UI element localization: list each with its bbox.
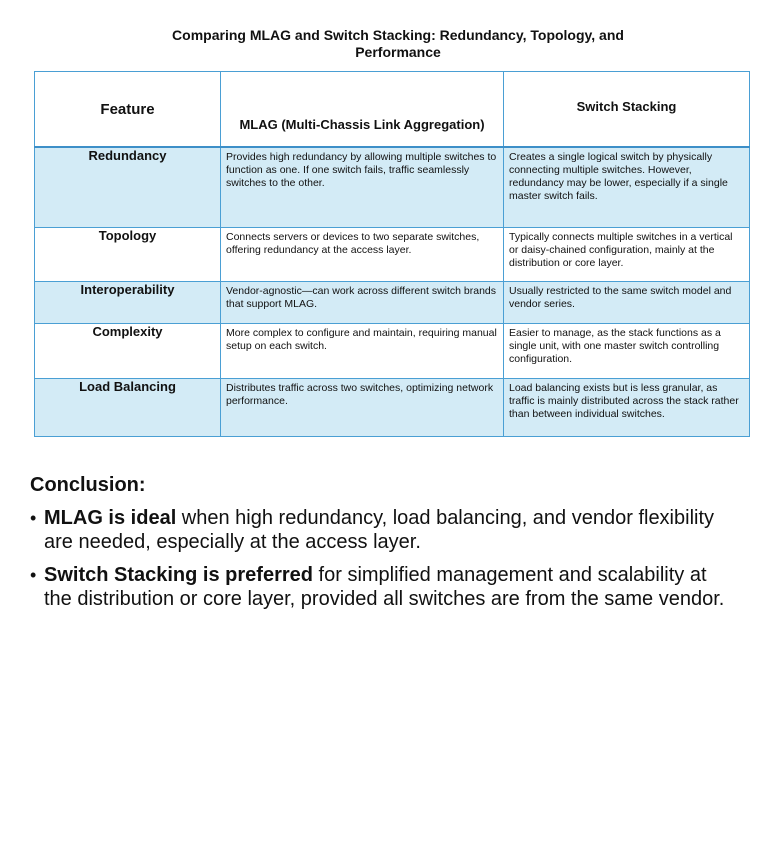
mlag-cell: Vendor-agnostic—can work across different switch brands that support MLAG. bbox=[221, 282, 504, 324]
feature-cell: Topology bbox=[35, 228, 221, 282]
page-title: Comparing MLAG and Switch Stacking: Redundancy, Topology, and Performance bbox=[172, 27, 624, 60]
bullet-bold-text: Switch Stacking is preferred bbox=[44, 564, 313, 586]
header-mlag: MLAG (Multi-Chassis Link Aggregation) bbox=[221, 72, 504, 148]
table-row bbox=[35, 282, 750, 324]
stacking-cell: Easier to manage, as the stack functions as a single unit, with one master switch controlling configuration. bbox=[504, 324, 750, 379]
mlag-cell: Distributes traffic across two switches, optimizing network performance. bbox=[221, 379, 504, 437]
table-row bbox=[35, 379, 750, 437]
stacking-cell: Creates a single logical switch by physically connecting multiple switches. However, redundancy may be lower, especially if a single master switch fails. bbox=[504, 147, 750, 228]
stacking-cell: Load balancing exists but is less granular, as traffic is mainly distributed across the stack rather than between individual switches. bbox=[504, 379, 750, 437]
list-item bbox=[30, 506, 730, 554]
feature-cell: Complexity bbox=[35, 324, 221, 379]
header-feature: Feature bbox=[35, 72, 221, 148]
bullet-text: when high redundancy, load balancing, and vendor flexibility are needed, especially at the access layer. bbox=[44, 507, 715, 553]
table-row bbox=[35, 324, 750, 379]
table-header-row bbox=[35, 72, 750, 148]
conclusion-heading: Conclusion: bbox=[30, 474, 146, 496]
mlag-cell: Connects servers or devices to two separate switches, offering redundancy at the access layer. bbox=[221, 228, 504, 282]
mlag-cell: Provides high redundancy by allowing multiple switches to function as one. If one switch fails, traffic seamlessly switches to the other. bbox=[221, 147, 504, 228]
bullet-text: for simplified management and scalability at the distribution or core layer, provided all switches are from the same vendor. bbox=[44, 564, 725, 610]
mlag-cell: More complex to configure and maintain, requiring manual setup on each switch. bbox=[221, 324, 504, 379]
feature-cell: Redundancy bbox=[35, 147, 221, 228]
header-stacking: Switch Stacking bbox=[504, 72, 750, 148]
list-item bbox=[30, 563, 730, 611]
stacking-cell: Typically connects multiple switches in a vertical or daisy-chained configuration, mainly at the distribution or core layer. bbox=[504, 228, 750, 282]
feature-cell: Interoperability bbox=[35, 282, 221, 324]
bullet-bold-text: MLAG is ideal bbox=[44, 507, 177, 529]
bullet-icon: • bbox=[30, 565, 37, 585]
bullet-icon: • bbox=[30, 508, 37, 528]
comparison-table bbox=[34, 71, 750, 437]
stacking-cell: Usually restricted to the same switch model and vendor series. bbox=[504, 282, 750, 324]
table-row bbox=[35, 228, 750, 282]
feature-cell: Load Balancing bbox=[35, 379, 221, 437]
conclusion-list bbox=[30, 506, 730, 620]
table-row bbox=[35, 147, 750, 228]
